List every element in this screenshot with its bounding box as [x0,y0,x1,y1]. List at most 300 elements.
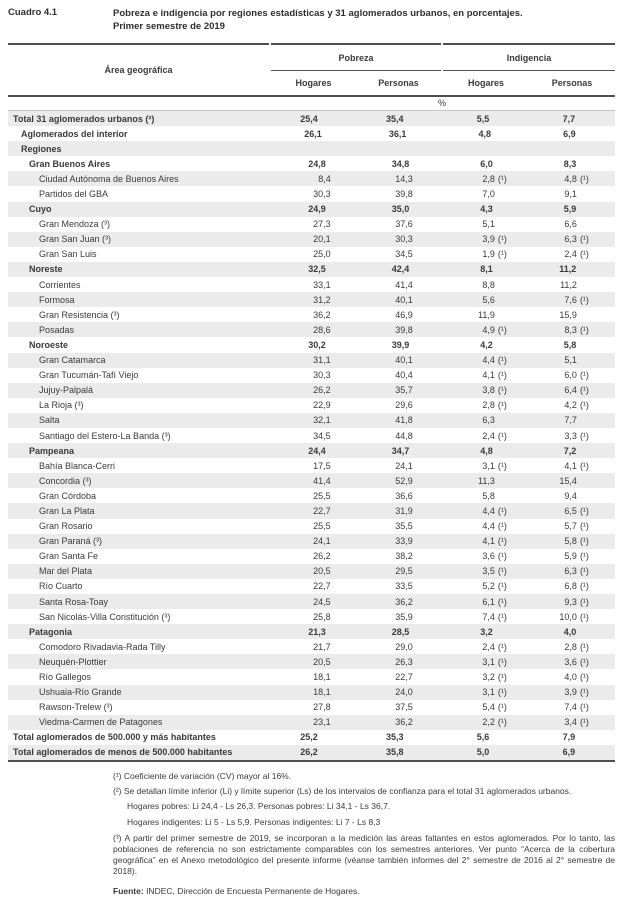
area-name: Mar del Plata [39,566,93,577]
value-footnote-marker [331,536,351,546]
value-footnote-marker [413,280,433,290]
value-cell: 4,2 (¹) [533,400,615,410]
value-cell: 5,2 (¹) [451,581,533,591]
value-cell: 3,2 [448,627,532,637]
value-cell: 4,8 (¹) [533,174,615,184]
table-row [8,398,615,413]
value-cell: 37,6 [369,219,451,229]
value-cell: 26,2 [287,385,369,395]
value-footnote-marker [331,249,351,259]
value-footnote-marker: (¹) [579,641,589,652]
table-row [8,292,615,307]
value-cell: 6,9 [530,129,615,139]
value-cell: 29,6 [369,400,451,410]
value-footnote-marker [331,551,351,561]
footnotes [113,771,615,877]
value-cell: 8,3 (¹) [533,325,615,335]
table-body [8,111,615,762]
value-footnote-marker: (¹) [497,430,507,441]
value-cell: 5,1 [451,219,533,229]
value-footnote-marker [495,476,515,486]
table-row [8,685,615,700]
area-name: La Rioja (³) [39,400,84,411]
table-row [8,700,615,715]
table-row [8,413,615,428]
table-header-block [0,0,623,33]
value-cell: 39,8 [369,189,451,199]
value-cell: 11,2 [531,264,615,274]
value-cell: 30,3 [369,234,451,244]
value-footnote-marker: (¹) [579,656,589,667]
value-footnote-marker [413,521,433,531]
value-cell: 26,2 [272,747,358,757]
value-cell: 8,4 [287,174,369,184]
value-footnote-marker [331,400,351,410]
table-row [8,171,615,186]
value-footnote-marker [331,355,351,365]
table-row [8,609,615,624]
value-footnote-marker: (¹) [579,400,589,411]
value-footnote-marker [326,627,346,637]
area-name: Partidos del GBA [39,189,109,200]
value-footnote-marker: (¹) [579,551,589,562]
value-cell: 5,8 (¹) [533,536,615,546]
value-cell: 17,5 [287,461,369,471]
value-cell: 4,8 [448,446,532,456]
table-row [8,156,615,171]
value-cell: 35,4 [358,114,444,124]
value-footnote-marker [495,310,515,320]
value-footnote-marker [576,627,596,637]
value-footnote-marker: (¹) [579,717,589,728]
value-footnote-marker [489,747,509,757]
value-cell: 6,0 (¹) [533,370,615,380]
value-cell: 3,3 (¹) [533,431,615,441]
value-footnote-marker: (¹) [579,460,589,471]
value-cell: 15,9 [533,310,615,320]
value-footnote-marker [577,491,597,501]
value-cell: 3,8 (¹) [451,385,533,395]
value-cell: 44,8 [369,431,451,441]
source-text: INDEC, Dirección de Encuesta Permanente de Hogares. [143,886,360,897]
value-cell: 41,8 [369,415,451,425]
area-name: Gran Rosario [39,521,93,532]
value-footnote-marker: (¹) [497,234,507,245]
column-group-pobreza [271,43,441,95]
value-cell: 6,3 [451,415,533,425]
table-row [8,639,615,654]
value-cell: 28,5 [364,627,448,637]
value-footnote-marker [413,400,433,410]
table-row [8,383,615,398]
value-cell: 36,6 [369,491,451,501]
value-cell: 5,8 [451,491,533,501]
subheaders-pobreza [271,71,441,95]
value-footnote-marker [413,612,433,622]
table-row [8,126,615,141]
area-name: Formosa [39,294,75,305]
value-cell: 31,1 [287,355,369,365]
value-cell: 41,4 [369,280,451,290]
value-footnote-marker [495,280,515,290]
value-footnote-marker [331,385,351,395]
value-cell: 2,2 (¹) [451,717,533,727]
area-name: Viedma-Carmen de Patagones [39,717,163,728]
value-cell: 30,2 [281,340,365,350]
value-cell: 36,2 [369,597,451,607]
value-footnote-marker: (¹) [497,687,507,698]
statistics-table [8,43,615,762]
value-footnote-marker [331,234,351,244]
value-footnote-marker [331,415,351,425]
area-name: Corrientes [39,279,81,290]
value-cell: 42,4 [364,264,448,274]
value-cell: 14,3 [369,174,451,184]
value-footnote-marker [326,204,346,214]
value-cell: 4,0 (¹) [533,672,615,682]
value-footnote-marker [493,340,513,350]
value-cell: 5,6 [443,732,529,742]
value-footnote-marker [576,264,596,274]
value-cell: 40,1 [369,355,451,365]
value-footnote-marker [331,189,351,199]
table-row [8,503,615,518]
value-footnote-marker [489,732,509,742]
value-footnote-marker [331,506,351,516]
value-cell: 7,2 [531,446,615,456]
value-cell: 24,1 [369,461,451,471]
value-cell: 35,5 [369,521,451,531]
value-footnote-marker [413,717,433,727]
value-cell: 3,1 (¹) [451,657,533,667]
value-footnote-marker [326,340,346,350]
area-name: Salta [39,415,60,426]
value-footnote-marker [331,174,351,184]
footnote: (¹) Coeficiente de variación (CV) mayor al 16%. [113,771,292,782]
value-cell: 34,5 [369,249,451,259]
value-footnote-marker [409,340,429,350]
table-row [8,519,615,534]
value-footnote-marker: (¹) [579,702,589,713]
value-cell: 25,4 [272,114,358,124]
value-cell: 5,9 [531,204,615,214]
value-footnote-marker [413,234,433,244]
value-cell: 1,9 (¹) [451,249,533,259]
value-footnote-marker [331,672,351,682]
area-name: Gran Resistencia (³) [39,309,120,320]
table-row [8,277,615,292]
area-name: Gran Catamarca [39,355,106,366]
value-cell: 35,0 [364,204,448,214]
value-cell: 22,7 [287,506,369,516]
value-footnote-marker [413,415,433,425]
value-footnote-marker [495,189,515,199]
value-cell: 10,0 (¹) [533,612,615,622]
value-footnote-marker: (¹) [579,611,589,622]
value-cell: 4,1 (¹) [451,370,533,380]
value-cell: 33,9 [369,536,451,546]
area-name: Jujuy-Palpalá [39,385,94,396]
area-name: Regiones [21,143,62,154]
area-name: Río Cuarto [39,581,83,592]
value-footnote-marker: (¹) [497,566,507,577]
value-cell: 27,8 [287,702,369,712]
value-footnote-marker [577,415,597,425]
value-footnote-marker [331,219,351,229]
table-title-line1: Pobreza e indigencia por regiones estadísticas y 31 aglomerados urbanos, en porcentajes. [113,8,523,19]
table-row [8,232,615,247]
table-row [8,322,615,337]
value-cell: 4,4 (¹) [451,521,533,531]
value-cell: 20,1 [287,234,369,244]
value-cell: 41,4 [287,476,369,486]
value-footnote-marker [413,581,433,591]
value-cell: 31,9 [369,506,451,516]
value-cell: 5,7 (¹) [533,521,615,531]
value-footnote-marker [409,264,429,274]
value-cell: 3,4 (¹) [533,717,615,727]
table-row [8,217,615,232]
area-name: Cuyo [29,204,52,215]
table-row [8,368,615,383]
area-name: Noreste [29,264,63,275]
value-footnote-marker: (¹) [497,460,507,471]
value-cell: 3,2 (¹) [451,672,533,682]
value-footnote-marker [409,204,429,214]
value-cell: 31,2 [287,295,369,305]
value-cell: 46,9 [369,310,451,320]
value-cell: 3,5 (¹) [451,566,533,576]
value-footnote-marker [322,129,342,139]
value-footnote-marker [493,627,513,637]
value-footnote-marker: (¹) [579,536,589,547]
value-footnote-marker: (¹) [579,505,589,516]
table-row [8,202,615,217]
area-name: Concordia (³) [39,475,92,486]
value-footnote-marker [331,491,351,501]
value-footnote-marker [331,581,351,591]
table-row [8,353,615,368]
group-label-pobreza: Pobreza [271,45,441,71]
value-cell: 21,7 [287,642,369,652]
area-name: Ushuaia-Río Grande [39,687,122,698]
value-cell: 4,9 (¹) [451,325,533,335]
value-cell: 5,4 (¹) [451,702,533,712]
area-name: Posadas [39,324,75,335]
value-cell: 11,3 [451,476,533,486]
value-footnote-marker: (¹) [497,702,507,713]
value-footnote-marker [575,747,595,757]
value-footnote-marker [413,642,433,652]
value-footnote-marker [413,310,433,320]
value-cell: 4,3 [448,204,532,214]
value-cell: 7,4 (¹) [533,702,615,712]
value-cell: 22,9 [287,400,369,410]
value-cell: 52,9 [369,476,451,486]
value-cell: 7,7 [533,415,615,425]
value-footnote-marker: (¹) [497,641,507,652]
value-cell: 8,8 [451,280,533,290]
value-cell: 27,3 [287,219,369,229]
value-cell: 5,5 [443,114,529,124]
value-footnote-marker [404,732,424,742]
value-cell: 3,6 (¹) [451,551,533,561]
value-cell: 25,5 [287,521,369,531]
footnote: (²) Se detallan límite inferior (Li) y límite superior (Ls) de los intervalos de confianza para el total 31 aglomerados urbanos. [113,786,572,797]
value-cell: 8,1 [448,264,532,274]
value-footnote-marker: (¹) [497,656,507,667]
value-footnote-marker [413,657,433,667]
value-footnote-marker [413,431,433,441]
value-footnote-marker: (¹) [579,687,589,698]
source-label: Fuente: [113,886,144,897]
value-cell: 2,8 (¹) [533,642,615,652]
value-cell: 9,4 [533,491,615,501]
value-cell: 20,5 [287,657,369,667]
value-cell: 24,4 [281,446,365,456]
value-cell: 4,0 [531,627,615,637]
area-name: Gran Mendoza (³) [39,219,111,230]
value-footnote-marker [413,461,433,471]
table-head [8,43,615,97]
value-cell: 35,7 [369,385,451,395]
value-footnote-marker: (¹) [579,249,589,260]
value-cell: 36,2 [369,717,451,727]
value-cell: 6,1 (¹) [451,597,533,607]
value-footnote-marker [576,159,596,169]
value-cell: 2,4 (¹) [451,431,533,441]
table-row [8,624,615,639]
value-footnote-marker [493,204,513,214]
value-cell: 35,8 [358,747,444,757]
value-cell: 38,2 [369,551,451,561]
value-footnote-marker [493,264,513,274]
value-cell: 2,8 (¹) [451,174,533,184]
area-name: Total aglomerados de 500.000 y más habitantes [13,732,216,743]
value-footnote-marker [331,521,351,531]
value-footnote-marker [575,732,595,742]
value-footnote-marker [331,657,351,667]
value-cell: 8,3 [531,159,615,169]
value-footnote-marker: (¹) [497,173,507,184]
group-label-indigencia: Indigencia [443,45,615,71]
value-footnote-marker [413,476,433,486]
value-footnote-marker: (¹) [497,672,507,683]
value-cell: 2,4 (¹) [533,249,615,259]
value-cell: 29,5 [369,566,451,576]
value-cell: 7,0 [451,189,533,199]
value-cell: 5,8 [531,340,615,350]
table-row [8,594,615,609]
value-cell: 3,1 (¹) [451,461,533,471]
column-header-indigencia-personas: Personas [551,78,593,88]
column-group-indigencia [443,43,615,95]
area-name: Bahía Blanca-Cerri [39,460,116,471]
value-cell: 9,1 [533,189,615,199]
value-footnote-marker [326,446,346,456]
value-footnote-marker [489,114,509,124]
value-cell: 25,8 [287,612,369,622]
value-footnote-marker [413,551,433,561]
value-footnote-marker [577,280,597,290]
table-row [8,428,615,443]
value-cell: 7,9 [529,732,615,742]
value-cell: 24,0 [369,687,451,697]
value-footnote-marker [493,446,513,456]
value-cell: 18,1 [287,687,369,697]
value-footnote-marker [495,219,515,229]
subheaders-indigencia [443,71,615,95]
table-row [8,443,615,458]
table-title [113,7,583,33]
table-row [8,715,615,730]
value-footnote-marker [576,446,596,456]
table-title-line2: Primer semestre de 2019 [113,21,225,32]
value-footnote-marker [331,642,351,652]
value-footnote-marker [577,355,597,365]
value-footnote-marker: (¹) [497,505,507,516]
area-name: Santa Rosa-Toay [39,596,109,607]
value-cell: 7,4 (¹) [451,612,533,622]
column-header-pobreza-personas: Personas [378,78,419,88]
value-footnote-marker: (¹) [579,430,589,441]
footnote: Hogares indigentes: Li 5 - Ls 5,9. Personas indigentes: Li 7 - Ls 8,3 [127,817,381,828]
value-cell: 21,3 [281,627,365,637]
value-cell: 11,9 [451,310,533,320]
value-footnote-marker: (¹) [497,581,507,592]
value-footnote-marker [331,370,351,380]
value-footnote-marker: (¹) [579,234,589,245]
value-footnote-marker [413,536,433,546]
value-cell: 6,6 [533,219,615,229]
value-footnote-marker [577,189,597,199]
value-cell: 36,2 [287,310,369,320]
value-cell: 3,6 (¹) [533,657,615,667]
area-name: Río Gallegos [39,672,92,683]
value-footnote-marker: (¹) [497,717,507,728]
value-cell: 5,0 [443,747,529,757]
table-row [8,534,615,549]
value-footnote-marker [576,340,596,350]
area-name: Total aglomerados de menos de 500.000 habitantes [13,747,233,758]
table-number-label: Cuadro 4.1 [8,7,58,18]
value-cell: 20,5 [287,566,369,576]
value-cell: 37,5 [369,702,451,712]
value-footnote-marker [331,717,351,727]
value-footnote-marker: (¹) [579,596,589,607]
value-footnote-marker [326,159,346,169]
column-header-pobreza-hogares: Hogares [295,78,332,88]
value-cell: 36,1 [361,129,446,139]
value-footnote-marker [404,114,424,124]
value-footnote-marker [406,129,426,139]
value-footnote-marker [495,295,515,305]
table-row [8,141,615,156]
value-cell: 26,3 [369,657,451,667]
value-footnote-marker: (¹) [497,521,507,532]
value-cell: 15,4 [533,476,615,486]
value-cell: 4,1 (¹) [533,461,615,471]
table-row [8,654,615,669]
area-name: Total 31 aglomerados urbanos (²) [13,113,155,124]
value-footnote-marker: (¹) [497,596,507,607]
value-cell: 2,8 (¹) [451,400,533,410]
area-name: Gran Buenos Aires [29,158,111,169]
table-row [8,564,615,579]
value-footnote-marker: (¹) [497,611,507,622]
value-footnote-marker: (¹) [579,672,589,683]
table-row [8,247,615,262]
